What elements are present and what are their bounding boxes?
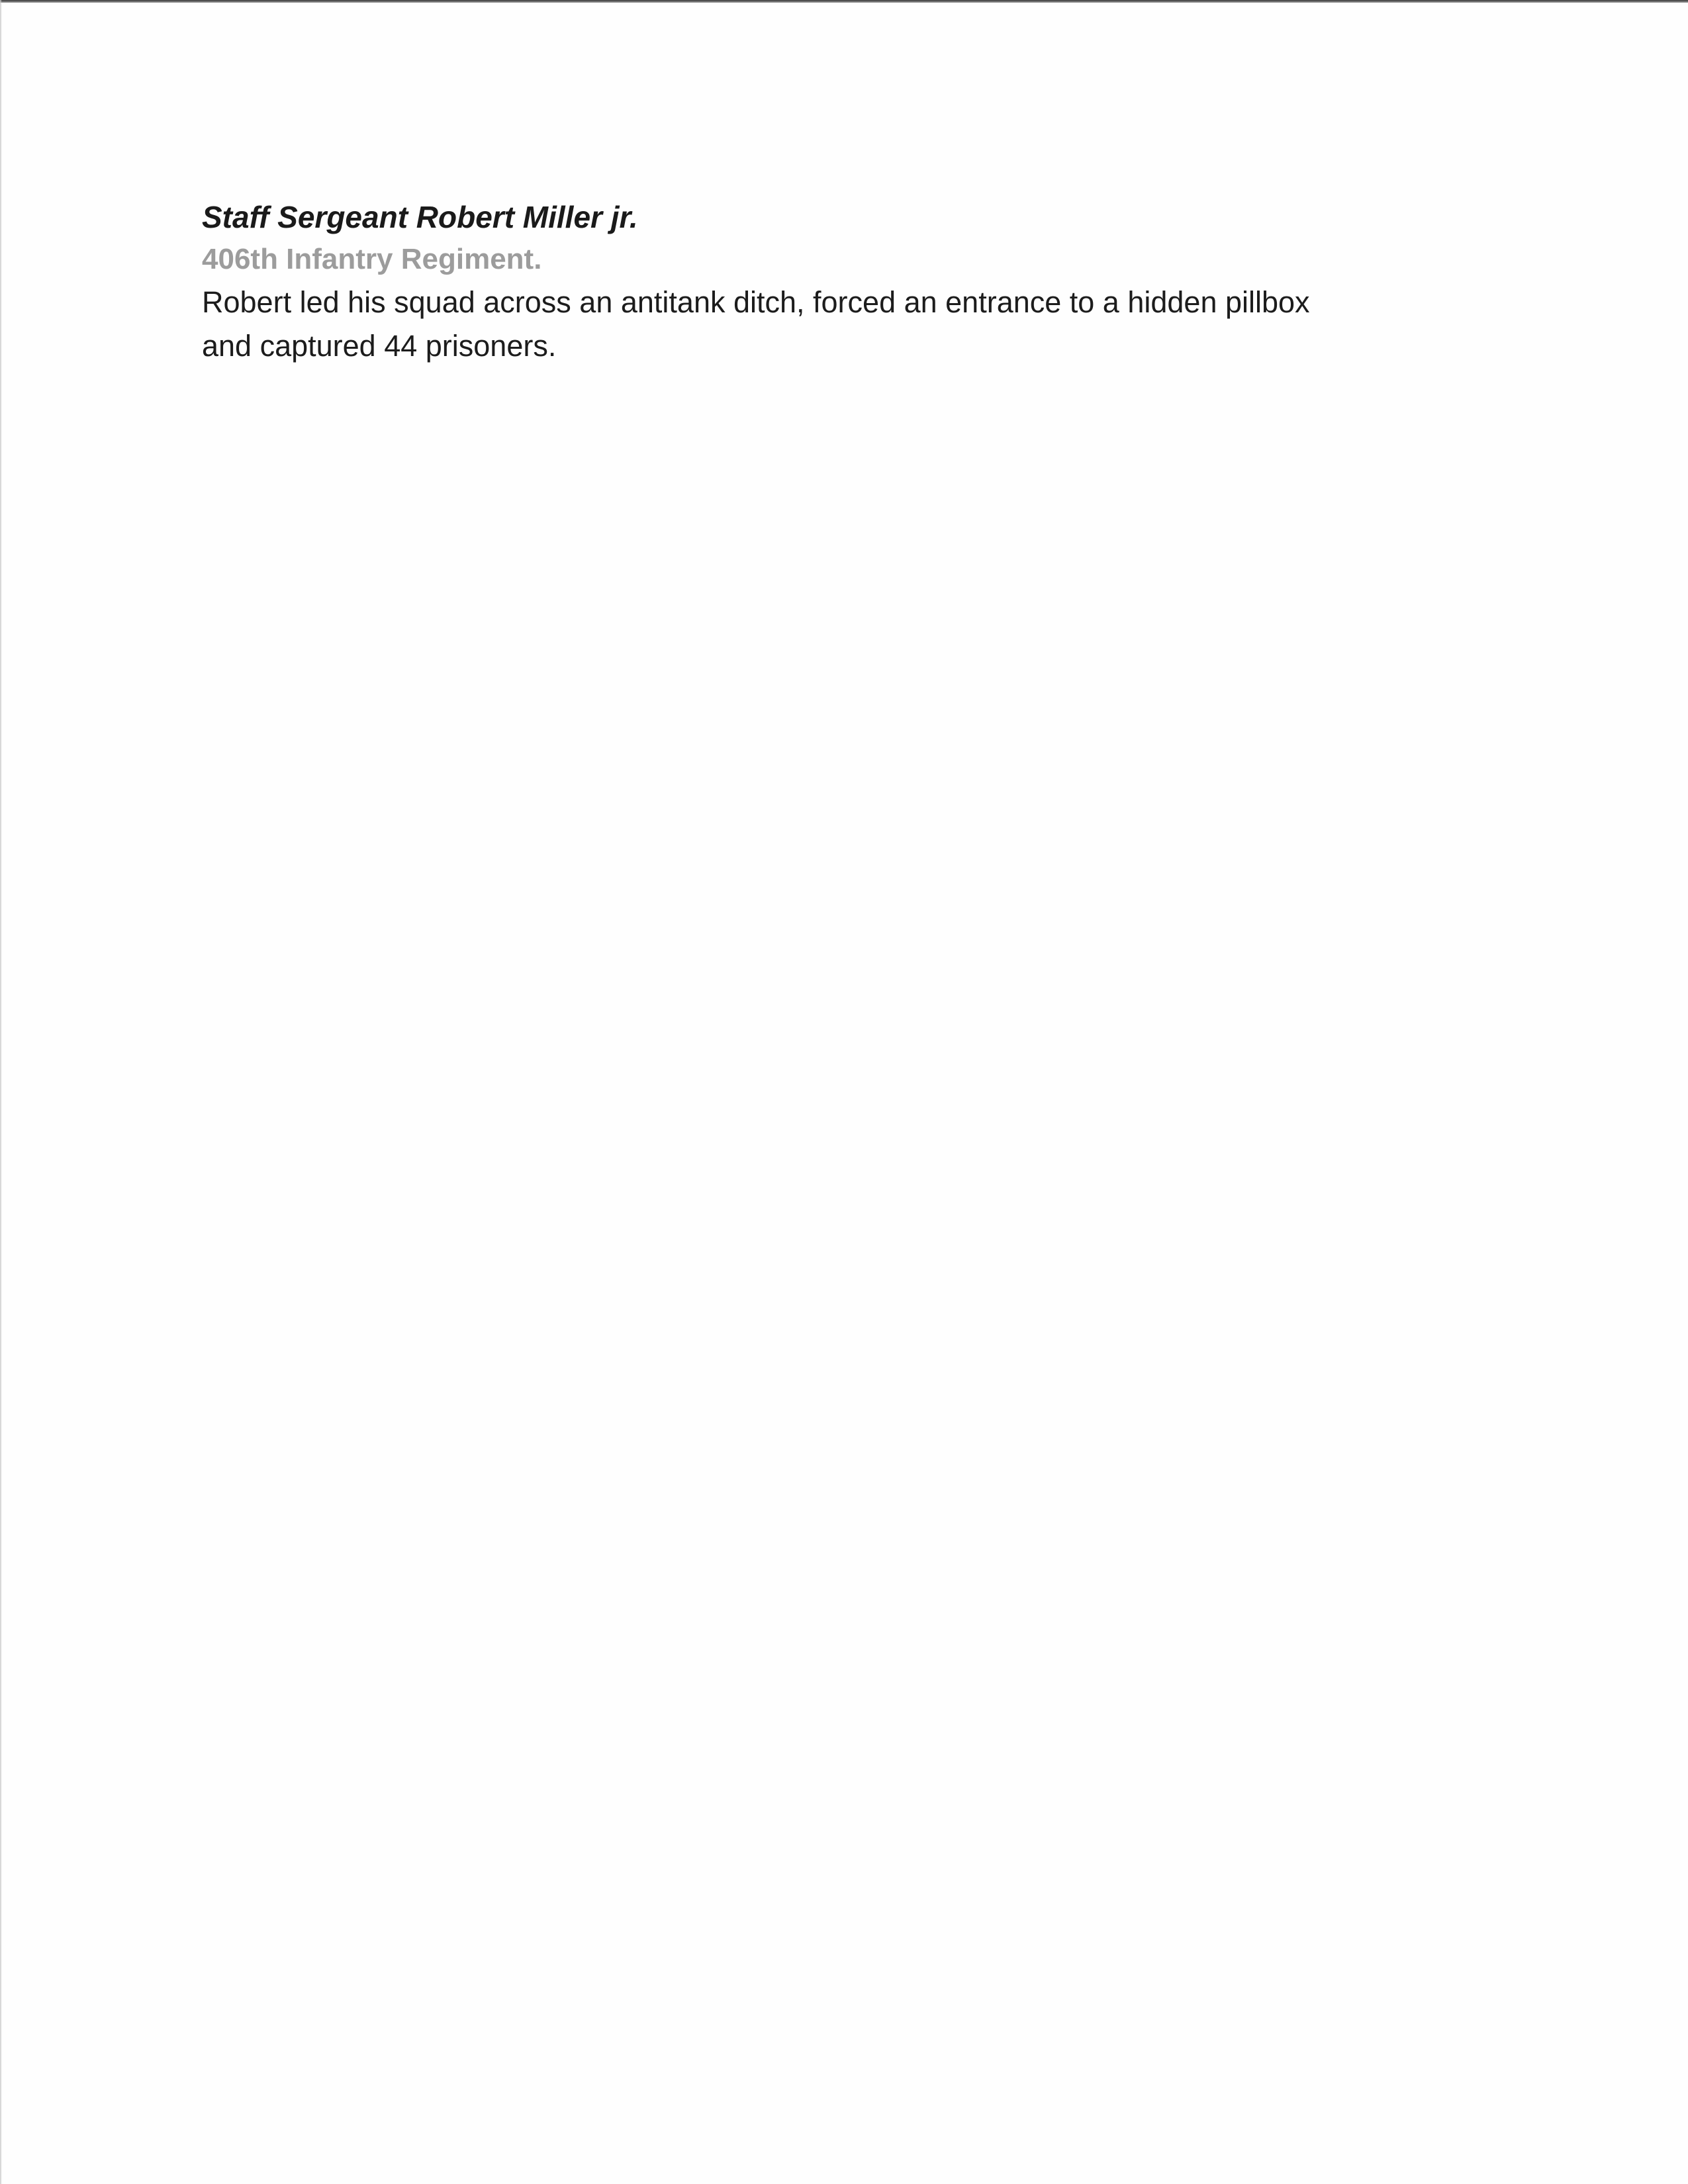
scan-top-edge xyxy=(0,0,1688,3)
citation-text-line-2: and captured 44 prisoners. xyxy=(202,329,557,363)
citation-block xyxy=(202,196,1526,368)
scan-left-edge xyxy=(0,0,2,2184)
citation-text-line-1: Robert led his squad across an antitank ditch, forced an entrance to a hidden pillbox xyxy=(202,285,1310,319)
unit-name: 406th Infantry Regiment. xyxy=(202,243,542,275)
soldier-name: Staff Sergeant Robert Miller jr. xyxy=(202,200,638,234)
